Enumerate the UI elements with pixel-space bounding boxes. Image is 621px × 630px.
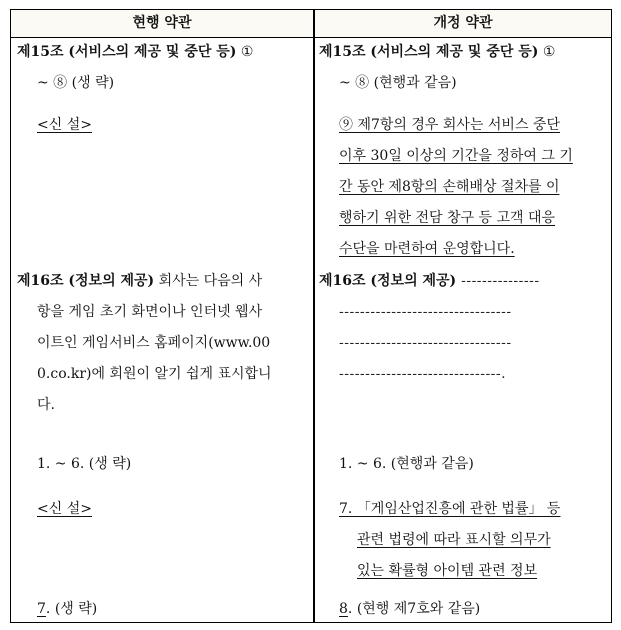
dash-line-3: --------------------------------- (339, 335, 512, 351)
article-15-tail-revised: ① (538, 44, 556, 60)
article-16-title-revised: 제16조 (정보의 제공) (319, 273, 457, 289)
dash-line-1: --------------- (456, 273, 540, 289)
dash-line-4: -------------------------------. (339, 366, 507, 382)
row2-revised-cell (319, 266, 609, 625)
new-item-7-line-1: 7. 「게임산업진흥에 관한 법률」 등 (339, 501, 561, 517)
new-clause-9-line-2: 이후 30일 이상의 기간을 정하여 그 기 (339, 148, 573, 164)
items-1-6-omitted: 1. ~ 6. (생 략) (37, 456, 132, 472)
row1-current-cell (17, 37, 309, 141)
new-clause-9-line-5: 수단을 마련하여 운영합니다. (339, 241, 515, 257)
new-item-7-line-2: 관련 법령에 따라 표시할 의무가 (357, 532, 551, 548)
header-revised-terms: 개정 약관 (433, 15, 493, 31)
new-clause-9-line-1: ⑨ 제7항의 경우 회사는 서비스 중단 (339, 117, 560, 133)
item-8-same: . (현행 제7호와 같음) (347, 601, 481, 617)
article-16-tail: 회사는 다음의 사 (154, 273, 263, 289)
items-1-6-same: 1. ~ 6. (현행과 같음) (339, 456, 474, 472)
article-16-body-line-2: 이트인 게임서비스 홈페이지(www.00 (37, 335, 271, 351)
article-15-title-revised: 제15조 (서비스의 제공 및 중단 등) (319, 44, 539, 60)
item-8-number: 8 (339, 601, 348, 617)
article-15-omitted: ~ ⑧ (생 략) (37, 75, 115, 91)
row1-revised-cell (319, 37, 609, 265)
new-clause-9-line-3: 간 동안 제8항의 손해배상 절차를 이 (339, 179, 560, 195)
article-15-title: 제15조 (서비스의 제공 및 중단 등) (17, 44, 237, 60)
new-item-marker: <신 설> (37, 501, 92, 517)
table-header-row (11, 10, 611, 38)
article-16-body-line-4: 다. (37, 397, 55, 413)
item-7-omitted: . (생 략) (45, 601, 98, 617)
item-7-number: 7 (37, 601, 46, 617)
article-16-body-line-1: 항을 게임 초기 화면이나 인터넷 웹사 (37, 304, 263, 320)
new-clause-marker: <신 설> (37, 117, 92, 133)
new-item-7-line-3: 있는 확률형 아이템 관련 정보 (357, 563, 538, 579)
column-divider (313, 10, 315, 622)
new-clause-9-line-4: 행하기 위한 전담 창구 등 고객 대응 (339, 210, 556, 226)
dash-line-2: --------------------------------- (339, 304, 512, 320)
header-current-terms: 현행 약관 (132, 15, 192, 31)
article-15-same: ~ ⑧ (현행과 같음) (339, 75, 457, 91)
terms-comparison-table (10, 9, 612, 623)
article-15-tail: ① (236, 44, 254, 60)
article-16-title: 제16조 (정보의 제공) (17, 273, 155, 289)
row2-current-cell (17, 266, 309, 625)
article-16-body-line-3: 0.co.kr)에 회원이 알기 쉽게 표시합니 (37, 366, 272, 382)
